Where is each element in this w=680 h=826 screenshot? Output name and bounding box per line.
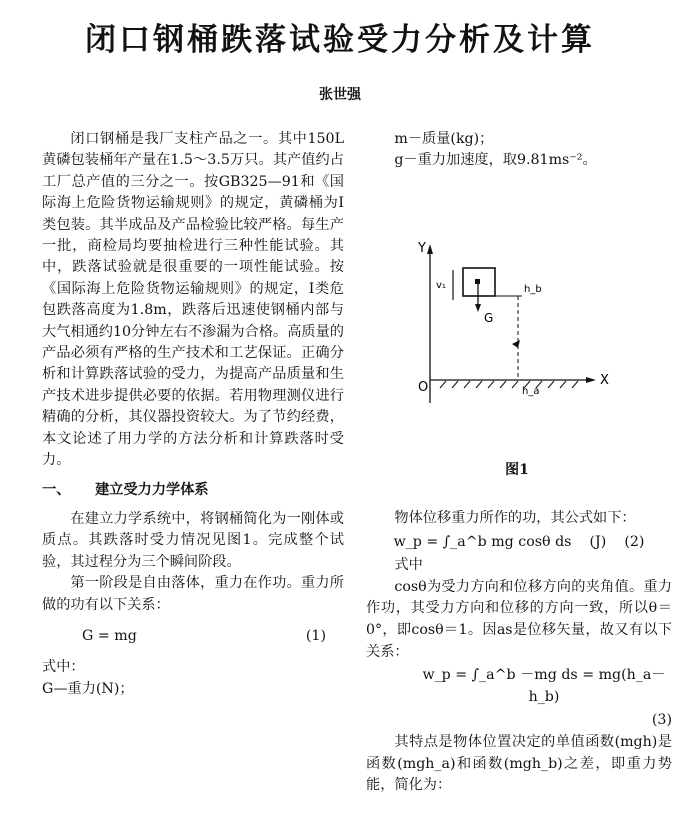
right-column-top: [366, 129, 668, 172]
gravity-arrowhead: [475, 304, 481, 312]
equation-2-unit: (J): [589, 533, 607, 550]
figure-1: [400, 238, 640, 418]
equation-2: [366, 532, 672, 554]
ha-label: h_a: [522, 386, 540, 397]
cos-paragraph: cosθ为受力方向和位移方向的夹角值。重力作功，其受力方向和位移的方向一致，所以θ＝0°，即cosθ＝1。因as是位移矢量，故又有以下关系：: [366, 578, 672, 660]
origin-label: O: [418, 380, 429, 395]
x-label: X: [600, 373, 609, 388]
equation-3: [366, 665, 672, 708]
equation-3-number: (3): [651, 712, 672, 729]
equation-3-body: w_p = ∫_a^b －mg ds = mg(h_a－h_b): [422, 667, 666, 705]
phase-one-paragraph: 第一阶段是自由落体，重力在作功。重力所做的功有以下关系：: [42, 575, 344, 613]
equation-1-body: G = mg: [82, 627, 137, 644]
equation-1-number: (1): [305, 627, 326, 644]
y-label: Y: [418, 241, 426, 256]
section-heading: [42, 480, 344, 501]
section-number: 一、: [42, 481, 71, 498]
system-paragraph: 在建立力学系统中，将钢桶简化为一刚体或质点。其跌落时受力情况见图1。完成整个试验，其过程分为三个瞬间阶段。: [42, 510, 344, 570]
ground-hatch: [440, 381, 578, 388]
figure-caption: 图1: [505, 462, 529, 478]
height-arrow: [512, 340, 520, 348]
left-column: [42, 129, 344, 700]
where-label-right: 式中: [394, 557, 423, 574]
g-label: G: [484, 311, 494, 325]
page-title: 闭口钢桶跌落试验受力分析及计算: [85, 22, 595, 58]
hb-label: h_b: [524, 284, 542, 295]
work-paragraph: 物体位移重力所作的功，其公式如下：: [394, 510, 636, 526]
right-column-bottom: [366, 508, 672, 797]
gravity-definition: G—重力(N)；: [42, 680, 134, 697]
equation-2-number: (2): [624, 533, 645, 550]
v-label: v₁: [436, 280, 446, 291]
mass-definition: m－质量(kg)；: [394, 131, 494, 147]
equation-1: [42, 626, 344, 647]
potential-paragraph: 其特点是物体位置决定的单值函数(mgh)是函数(mgh_a)和函数(mgh_b)之差，即重力势能，简化为：: [366, 733, 672, 794]
intro-paragraph: 闭口钢桶是我厂支柱产品之一。其中150L黄磷包装桶年产量在1.5～3.5万只。其产值约占工厂总产值的三分之一。按GB325—91和《国际海上危险货物运输规则》的规定，黄磷桶为Ⅰ类包装。其半成品及产品检验比较严格。每生产一批，商检局均要抽检进行三种性能试验。其中，跌落试验就是很重要的一项性能试验。按《国际海上危险货物运输规则》的规定，Ⅰ类危包跌落高度为1.8m，跌落后迅速使钢桶内部与大气相通约10分钟左右不渗漏为合格。高质量的产品必须有严格的生产技术和工艺保证。正确分析和计算跌落试验的受力，为提高产品质量和生产技术进步提供必要的依据。若用物理测仪进行精确的分析，其仪器投资较大。为了节约经费，本文论述了用力学的方法分析和计算跌落时受力。: [42, 131, 344, 469]
author: 张世强: [319, 87, 361, 103]
drum-centre: [475, 279, 480, 284]
where-label: 式中：: [42, 659, 85, 676]
equation-2-body: w_p = ∫_a^b mg cosθ ds: [393, 533, 572, 550]
gravity-acceleration-definition: g－重力加速度，取9.81ms⁻²。: [394, 152, 597, 169]
y-arrow: [427, 244, 433, 254]
x-arrow: [586, 377, 596, 383]
section-title: 建立受力力学体系: [95, 481, 209, 498]
